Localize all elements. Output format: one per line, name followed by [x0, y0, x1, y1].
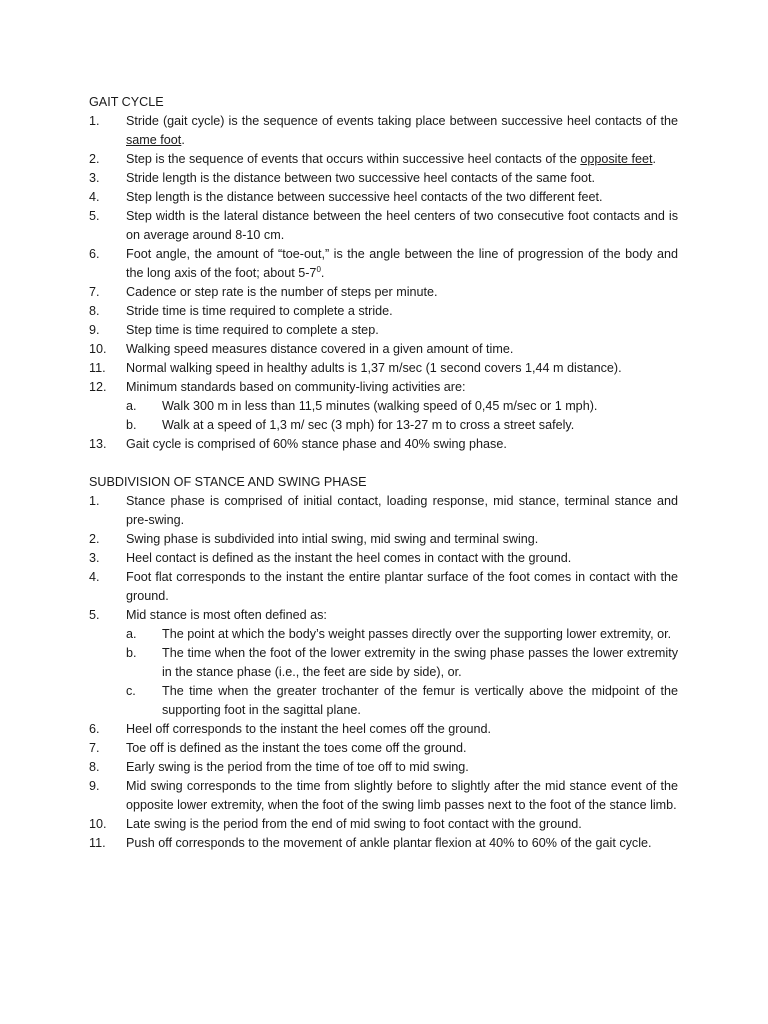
item-number: 11.	[89, 836, 106, 850]
list-item	[89, 834, 678, 853]
item-number: 7.	[89, 285, 100, 299]
item-text-end: .	[320, 266, 325, 280]
list-item	[89, 321, 678, 340]
item-number: 5.	[89, 209, 100, 223]
sublist-item	[126, 644, 678, 682]
item-text: Step is the sequence of events that occurs within successive heel contacts of the	[126, 152, 581, 166]
item-letter: b.	[126, 646, 137, 660]
sublist-item	[126, 682, 678, 720]
item-text: Toe off is defined as the instant the toes come off the ground.	[126, 741, 467, 755]
lettered-sublist	[126, 625, 678, 720]
underlined-text: opposite feet	[580, 152, 653, 166]
section-gait-cycle	[89, 93, 678, 454]
item-number: 4.	[89, 570, 100, 584]
subitem-text: The point at which the body’s weight passes directly over the supporting lower extremity, or.	[162, 627, 672, 641]
item-letter: c.	[126, 684, 136, 698]
item-text: Push off corresponds to the movement of ankle plantar flexion at 40% to 60% of the gait cycle.	[126, 836, 652, 850]
numbered-list	[89, 112, 678, 454]
item-number: 1.	[89, 494, 100, 508]
list-item	[89, 758, 678, 777]
list-item	[89, 492, 678, 530]
list-item	[89, 283, 678, 302]
item-letter: b.	[126, 418, 137, 432]
section-stance-swing	[89, 473, 678, 853]
item-number: 7.	[89, 741, 100, 755]
item-text: Step width is the lateral distance between the heel centers of two consecutive foot contacts and is on average around 8-10 cm.	[126, 209, 678, 242]
item-number: 8.	[89, 304, 100, 318]
item-text: Minimum standards based on community-living activities are:	[126, 380, 466, 394]
item-text: Late swing is the period from the end of mid swing to foot contact with the ground.	[126, 817, 582, 831]
list-item	[89, 435, 678, 454]
item-text-end: .	[181, 133, 185, 147]
item-number: 9.	[89, 779, 100, 793]
item-text: Heel contact is defined as the instant the heel comes in contact with the ground.	[126, 551, 572, 565]
subitem-text: The time when the greater trochanter of the femur is vertically above the midpoint of the supporting foot in the sagittal plane.	[162, 684, 678, 717]
item-number: 5.	[89, 608, 100, 622]
item-number: 10.	[89, 817, 107, 831]
item-text: Step length is the distance between successive heel contacts of the two different feet.	[126, 190, 603, 204]
item-text: Foot angle, the amount of “toe-out,” is the angle between the line of progression of the body and the long axis of the foot; about 5-7	[126, 247, 678, 280]
item-text: Mid stance is most often defined as:	[126, 608, 327, 622]
list-item	[89, 169, 678, 188]
list-item	[89, 739, 678, 758]
superscript: 0	[316, 265, 321, 274]
sublist-item	[126, 625, 678, 644]
subitem-text: The time when the foot of the lower extremity in the swing phase passes the lower extremity in the stance phase (i.e., the feet are side by side), or.	[162, 646, 678, 679]
item-number: 4.	[89, 190, 100, 204]
item-number: 3.	[89, 171, 100, 185]
list-item	[89, 378, 678, 435]
item-text: Cadence or step rate is the number of steps per minute.	[126, 285, 438, 299]
list-item	[89, 777, 678, 815]
list-item	[89, 188, 678, 207]
item-text: Stride length is the distance between two successive heel contacts of the same foot.	[126, 171, 596, 185]
item-number: 2.	[89, 152, 100, 166]
item-letter: a.	[126, 399, 137, 413]
item-number: 11.	[89, 361, 106, 375]
list-item	[89, 530, 678, 549]
list-item	[89, 815, 678, 834]
section-heading: SUBDIVISION OF STANCE AND SWING PHASE	[89, 475, 367, 489]
item-text: Heel off corresponds to the instant the heel comes off the ground.	[126, 722, 491, 736]
list-item	[89, 112, 678, 150]
numbered-list	[89, 492, 678, 853]
item-number: 10.	[89, 342, 107, 356]
item-number: 6.	[89, 722, 100, 736]
list-item	[89, 302, 678, 321]
item-text: Normal walking speed in healthy adults is 1,37 m/sec (1 second covers 1,44 m distance).	[126, 361, 622, 375]
item-text: Mid swing corresponds to the time from slightly before to slightly after the mid stance event of the opposite lower extremity, when the foot of the swing limb passes next to the foot of the stance limb.	[126, 779, 678, 812]
item-text: Stance phase is comprised of initial contact, loading response, mid stance, terminal stance and pre-swing.	[126, 494, 678, 527]
subitem-text: Walk at a speed of 1,3 m/ sec (3 mph) for 13-27 m to cross a street safely.	[162, 418, 575, 432]
item-number: 2.	[89, 532, 100, 546]
item-letter: a.	[126, 627, 137, 641]
list-item	[89, 549, 678, 568]
item-text: Step time is time required to complete a step.	[126, 323, 379, 337]
sublist-item	[126, 397, 678, 416]
list-item	[89, 720, 678, 739]
item-number: 3.	[89, 551, 100, 565]
lettered-sublist	[126, 397, 678, 435]
item-number: 9.	[89, 323, 100, 337]
item-number: 1.	[89, 114, 100, 128]
item-number: 8.	[89, 760, 100, 774]
list-item	[89, 359, 678, 378]
item-text: Stride time is time required to complete a stride.	[126, 304, 393, 318]
item-text: Foot flat corresponds to the instant the entire plantar surface of the foot comes in contact with the ground.	[126, 570, 678, 603]
list-item	[89, 568, 678, 606]
item-text: Early swing is the period from the time of toe off to mid swing.	[126, 760, 469, 774]
item-text: Gait cycle is comprised of 60% stance phase and 40% swing phase.	[126, 437, 507, 451]
item-number: 13.	[89, 437, 107, 451]
list-item	[89, 245, 678, 283]
item-text: Swing phase is subdivided into intial swing, mid swing and terminal swing.	[126, 532, 539, 546]
item-text-end: .	[652, 152, 656, 166]
item-text: Walking speed measures distance covered in a given amount of time.	[126, 342, 514, 356]
item-number: 6.	[89, 247, 100, 261]
sublist-item	[126, 416, 678, 435]
item-text: Stride (gait cycle) is the sequence of events taking place between successive heel contacts of the	[126, 114, 678, 128]
list-item	[89, 606, 678, 720]
list-item	[89, 207, 678, 245]
list-item	[89, 340, 678, 359]
subitem-text: Walk 300 m in less than 11,5 minutes (walking speed of 0,45 m/sec or 1 mph).	[162, 399, 598, 413]
section-heading: GAIT CYCLE	[89, 95, 164, 109]
underlined-text: same foot	[126, 133, 182, 147]
item-number: 12.	[89, 380, 107, 394]
list-item	[89, 150, 678, 169]
